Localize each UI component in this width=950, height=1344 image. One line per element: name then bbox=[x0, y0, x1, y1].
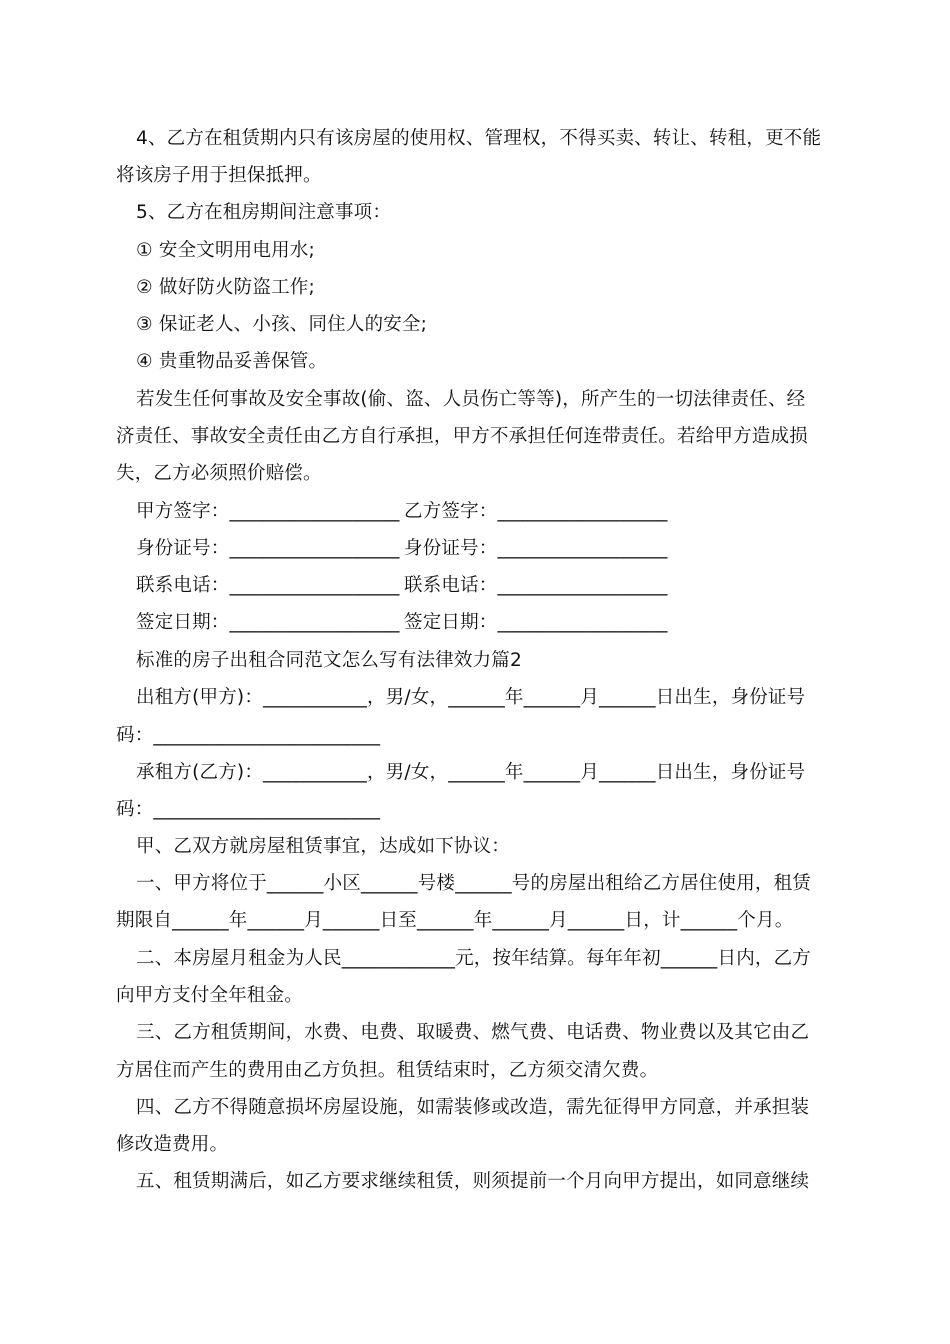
clause-4-line-1: 4、乙方在租赁期内只有该房屋的使用权、管理权，不得买卖、转让、转租，更不能 bbox=[136, 128, 822, 149]
lessee-line-2: 码：________________________ bbox=[116, 799, 381, 820]
section-title: 标准的房子出租合同范文怎么写有法律效力篇2 bbox=[136, 650, 522, 671]
phone-party-b: 联系电话：__________________ bbox=[404, 575, 668, 596]
clause-5-heading: 5、乙方在租房期间注意事项： bbox=[136, 202, 392, 223]
accident-line-2: 济责任、事故安全责任由乙方自行承担，甲方不承担任何连带责任。若给甲方造成损 bbox=[116, 426, 808, 447]
accident-line-3: 失，乙方必须照价赔偿。 bbox=[116, 463, 322, 484]
sign-date-party-a: 签定日期：__________________ bbox=[136, 612, 400, 633]
lessee-line-1: 承租方(乙方)：___________，男/女，______年______月______日出生，身份证号 bbox=[136, 762, 806, 783]
clause-five-line-1: 五、租赁期满后，如乙方要求继续租赁，则须提前一个月向甲方提出，如同意继续 bbox=[136, 1171, 810, 1192]
clause-4-line-2: 将该房子用于担保抵押。 bbox=[116, 165, 322, 186]
notice-item-3: ③ 保证老人、小孩、同住人的安全; bbox=[136, 314, 428, 335]
agreement-intro: 甲、乙双方就房屋租赁事宜，达成如下协议： bbox=[136, 836, 511, 857]
clause-two-line-1: 二、本房屋月租金为人民____________元，按年结算。每年年初______日内，乙方 bbox=[136, 948, 812, 969]
phone-party-a: 联系电话：__________________ bbox=[136, 575, 400, 596]
clause-four-line-2: 修改造费用。 bbox=[116, 1134, 229, 1155]
id-number-party-b: 身份证号：__________________ bbox=[404, 538, 668, 559]
clause-four-line-1: 四、乙方不得随意损坏房屋设施，如需装修或改造，需先征得甲方同意，并承担装 bbox=[136, 1097, 810, 1118]
signature-party-a: 甲方签字：__________________ bbox=[136, 501, 400, 522]
clause-two-line-2: 向甲方支付全年租金。 bbox=[116, 985, 304, 1006]
notice-item-2: ② 做好防火防盗工作; bbox=[136, 277, 315, 298]
sign-date-party-b: 签定日期：__________________ bbox=[404, 612, 668, 633]
accident-line-1: 若发生任何事故及安全事故(偷、盗、人员伤亡等等)，所产生的一切法律责任、经 bbox=[136, 389, 806, 410]
notice-item-1: ① 安全文明用电用水; bbox=[136, 240, 315, 261]
id-number-party-a: 身份证号：__________________ bbox=[136, 538, 400, 559]
clause-one-line-2: 期限自______年______月______日至______年______月______日，计______个月。 bbox=[116, 910, 794, 931]
clause-three-line-1: 三、乙方租赁期间，水费、电费、取暖费、燃气费、电话费、物业费以及其它由乙 bbox=[136, 1022, 810, 1043]
clause-three-line-2: 方居住而产生的费用由乙方负担。租赁结束时，乙方须交清欠费。 bbox=[116, 1060, 659, 1081]
signature-party-b: 乙方签字：__________________ bbox=[404, 501, 668, 522]
notice-item-4: ④ 贵重物品妥善保管。 bbox=[136, 351, 328, 372]
lessor-line-1: 出租方(甲方)：___________，男/女，______年______月______日出生，身份证号 bbox=[136, 687, 806, 708]
clause-one-line-1: 一、甲方将位于______小区______号楼______号的房屋出租给乙方居住使用，租赁 bbox=[136, 873, 812, 894]
lessor-line-2: 码：________________________ bbox=[116, 725, 381, 746]
